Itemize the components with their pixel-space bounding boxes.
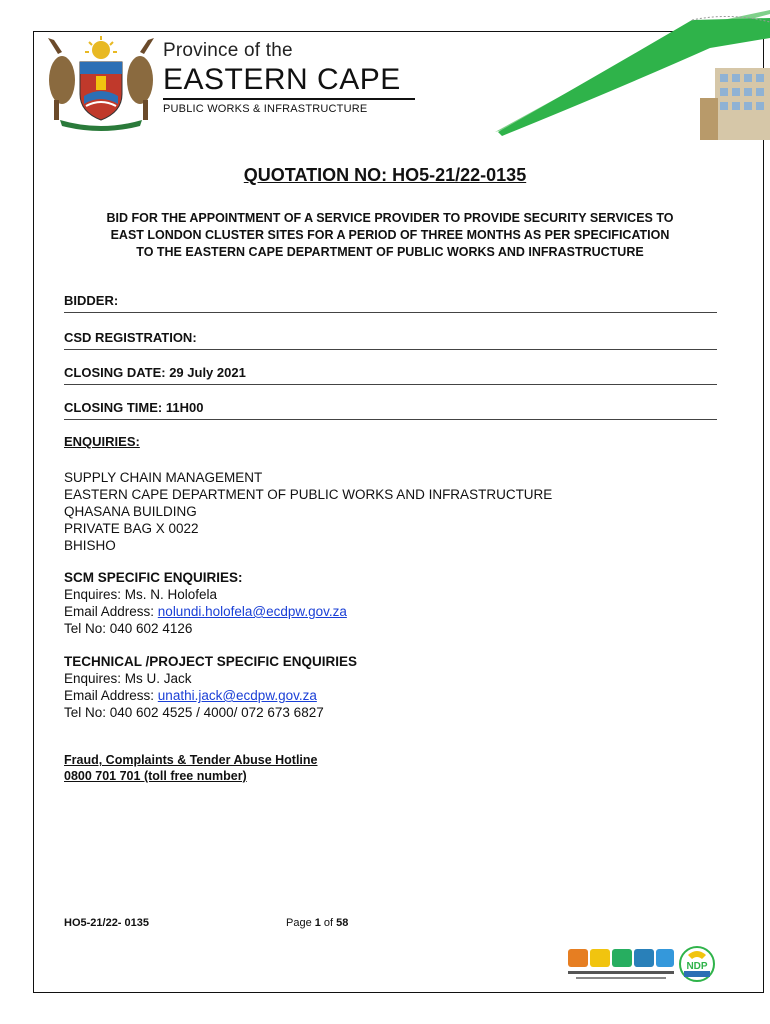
province-logo-text — [163, 40, 418, 115]
description-line: TO THE EASTERN CAPE DEPARTMENT OF PUBLIC WORKS AND INFRASTRUCTURE — [136, 245, 644, 259]
description-line: EAST LONDON CLUSTER SITES FOR A PERIOD OF THREE MONTHS AS PER SPECIFICATION — [110, 228, 670, 242]
description-line: BID FOR THE APPOINTMENT OF A SERVICE PROVIDER TO PROVIDE SECURITY SERVICES TO — [106, 211, 674, 225]
address-line: EASTERN CAPE DEPARTMENT OF PUBLIC WORKS AND INFRASTRUCTURE — [64, 487, 553, 502]
technical-email-link[interactable]: unathi.jack@ecdpw.gov.za — [157, 688, 317, 703]
scm-email-row — [64, 603, 347, 620]
address-line: QHASANA BUILDING — [64, 504, 197, 519]
fraud-line2: 0800 701 701 (toll free number) — [64, 769, 247, 783]
green-swoosh-banner-icon — [470, 8, 770, 148]
closing-date-field: CLOSING DATE: 29 July 2021 — [64, 365, 717, 385]
technical-heading: TECHNICAL /PROJECT SPECIFIC ENQUIRIES — [64, 654, 358, 669]
address-line: BHISHO — [64, 538, 116, 553]
enquiries-address — [64, 469, 552, 554]
ndp-logo-icon — [678, 945, 716, 983]
scm-email-label: Email Address: — [64, 604, 158, 619]
scm-enquires: Enquires: Ms. N. Holofela — [64, 587, 218, 602]
closing-time-field: CLOSING TIME: 11H00 — [64, 400, 717, 420]
technical-enquires: Enquires: Ms U. Jack — [64, 671, 192, 686]
page-current: 1 — [314, 917, 321, 929]
svg-text:NDP: NDP — [686, 961, 708, 972]
scm-email-link[interactable]: nolundi.holofela@ecdpw.gov.za — [157, 604, 347, 619]
page-mid: of — [320, 917, 337, 929]
bidder-field: BIDDER: — [64, 293, 717, 313]
technical-enquiries-block — [64, 653, 357, 721]
scm-enquiries-block — [64, 569, 347, 637]
page-total: 58 — [336, 917, 349, 929]
province-line1: Province of the — [163, 40, 293, 61]
address-line: PRIVATE BAG X 0022 — [64, 521, 199, 536]
address-line: SUPPLY CHAIN MANAGEMENT — [64, 470, 263, 485]
scm-heading: SCM SPECIFIC ENQUIRIES: — [64, 570, 243, 585]
bid-description — [60, 210, 720, 261]
footer-page-number — [286, 917, 348, 929]
technical-email-row — [64, 687, 357, 704]
enquiries-heading: ENQUIRIES: — [64, 434, 140, 449]
quotation-title: QUOTATION NO: HO5-21/22-0135 — [243, 165, 527, 185]
fraud-hotline — [64, 752, 318, 784]
csd-registration-field: CSD REGISTRATION: — [64, 330, 717, 350]
technical-email-label: Email Address: — [64, 688, 158, 703]
scm-tel: Tel No: 040 602 4126 — [64, 621, 193, 636]
page-prefix: Page — [286, 917, 315, 929]
province-line3: PUBLIC WORKS & INFRASTRUCTURE — [163, 103, 368, 115]
province-rule — [163, 98, 415, 100]
coat-of-arms-icon — [40, 34, 162, 132]
fraud-line1: Fraud, Complaints & Tender Abuse Hotline — [64, 753, 318, 767]
province-line2: EASTERN CAPE — [163, 63, 401, 96]
footer-reference: HO5-21/22- 0135 — [64, 917, 149, 929]
technical-tel: Tel No: 040 602 4525 / 4000/ 072 673 6827 — [64, 705, 324, 720]
epwp-logo-icon — [566, 945, 676, 985]
